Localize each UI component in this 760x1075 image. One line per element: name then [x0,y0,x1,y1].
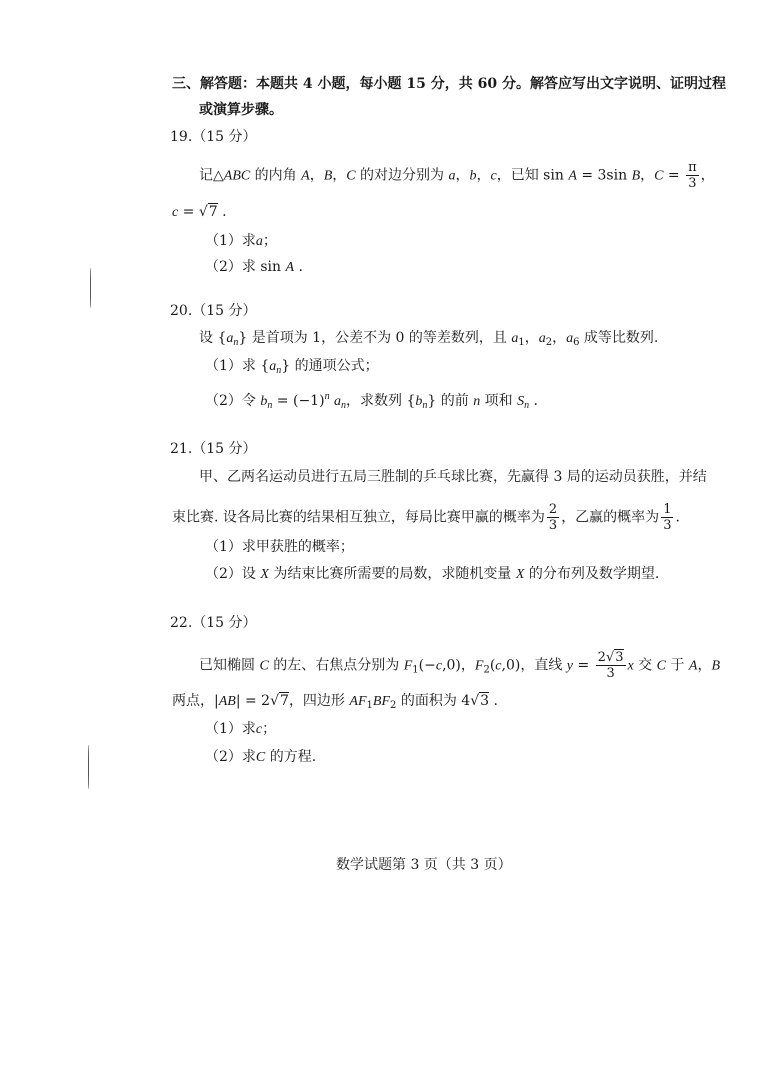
one-third-fraction: $\frac{1}{3}$ [663,502,672,533]
section-title-line2: 或演算步骤。 [199,102,283,118]
q22-part1: （1）求c； [205,721,277,737]
q22-stem-line1: 已知椭圆 C 的左、右焦点分别为 $F_1(-c,0)$，$F_2(c,0)$，直线 y = $\frac{2√3}{3}$ x 交 C 于 A，B [199,650,721,681]
section-title-line1: 三、解答题：本题共 4 小题，每小题 15 分，共 60 分。解答应写出文字说明、证明过程 [172,76,726,92]
q21-part2: （2）设 X 为结束比赛所需要的局数，求随机变量 X 的分布列及数学期望. [205,566,660,582]
q20-part2: （2）令 $b_n = (-1)^n$ $a_n$，求数列 $\{b_n\}$ 的前 n 项和 $S_n$ . [205,391,538,411]
section-title-cont [199,101,283,119]
q19-part1: （1）求a； [205,233,277,249]
q20-part1: （1）求 $\{a_n\}$ 的通项公式； [205,358,379,376]
q21-header: 21.（15 分） [170,441,257,457]
q19-stem-line1: 记△ABC 的内角 A，B，C 的对边分别为 a，b，c，已知 sin A = 3sin B，C = $\frac{\pi}{3}$ ， [199,160,715,191]
scan-mark-top [90,268,91,308]
q19-stem-line2: c = √7 . [172,204,227,220]
q22-part2: （2）求C 的方程. [205,749,317,765]
q20-header: 20.（15 分） [170,303,257,319]
q22-header: 22.（15 分） [170,615,257,631]
q21-stem-line1: 甲、乙两名运动员进行五局三胜制的乒乓球比赛，先赢得 3 局的运动员获胜，并结 [199,469,707,485]
q19-header: 19.（15 分） [170,129,257,145]
section-title [172,75,726,93]
pi-over-3-fraction: $\frac{\pi}{3}$ [688,160,697,191]
q19-part2: （2）求 sin A . [205,259,303,275]
two-root-three-over-three-fraction: $\frac{2√3}{3}$ [597,650,624,681]
q21-part1: （1）求甲获胜的概率； [205,539,354,555]
q20-stem: 设 $\{a_n\}$ 是首项为 1，公差不为 0 的等差数列，且 $a_1$，$a_2$，$a_6$ 成等比数列. [199,330,659,348]
page-footer: 数学试题第 3 页（共 3 页） [336,857,512,873]
scan-mark-bottom [88,745,89,789]
q22-stem-line2: 两点，|AB| = 2√7，四边形 $AF_1BF_2$ 的面积为 4√3 . [172,693,498,711]
two-thirds-fraction: $\frac{2}{3}$ [548,502,558,533]
q21-stem-line2: 束比赛. 设各局比赛的结果相互独立，每局比赛甲赢的概率为 $\frac{2}{3}$ ，乙赢的概率为 $\frac{1}{3}$ . [172,502,680,533]
